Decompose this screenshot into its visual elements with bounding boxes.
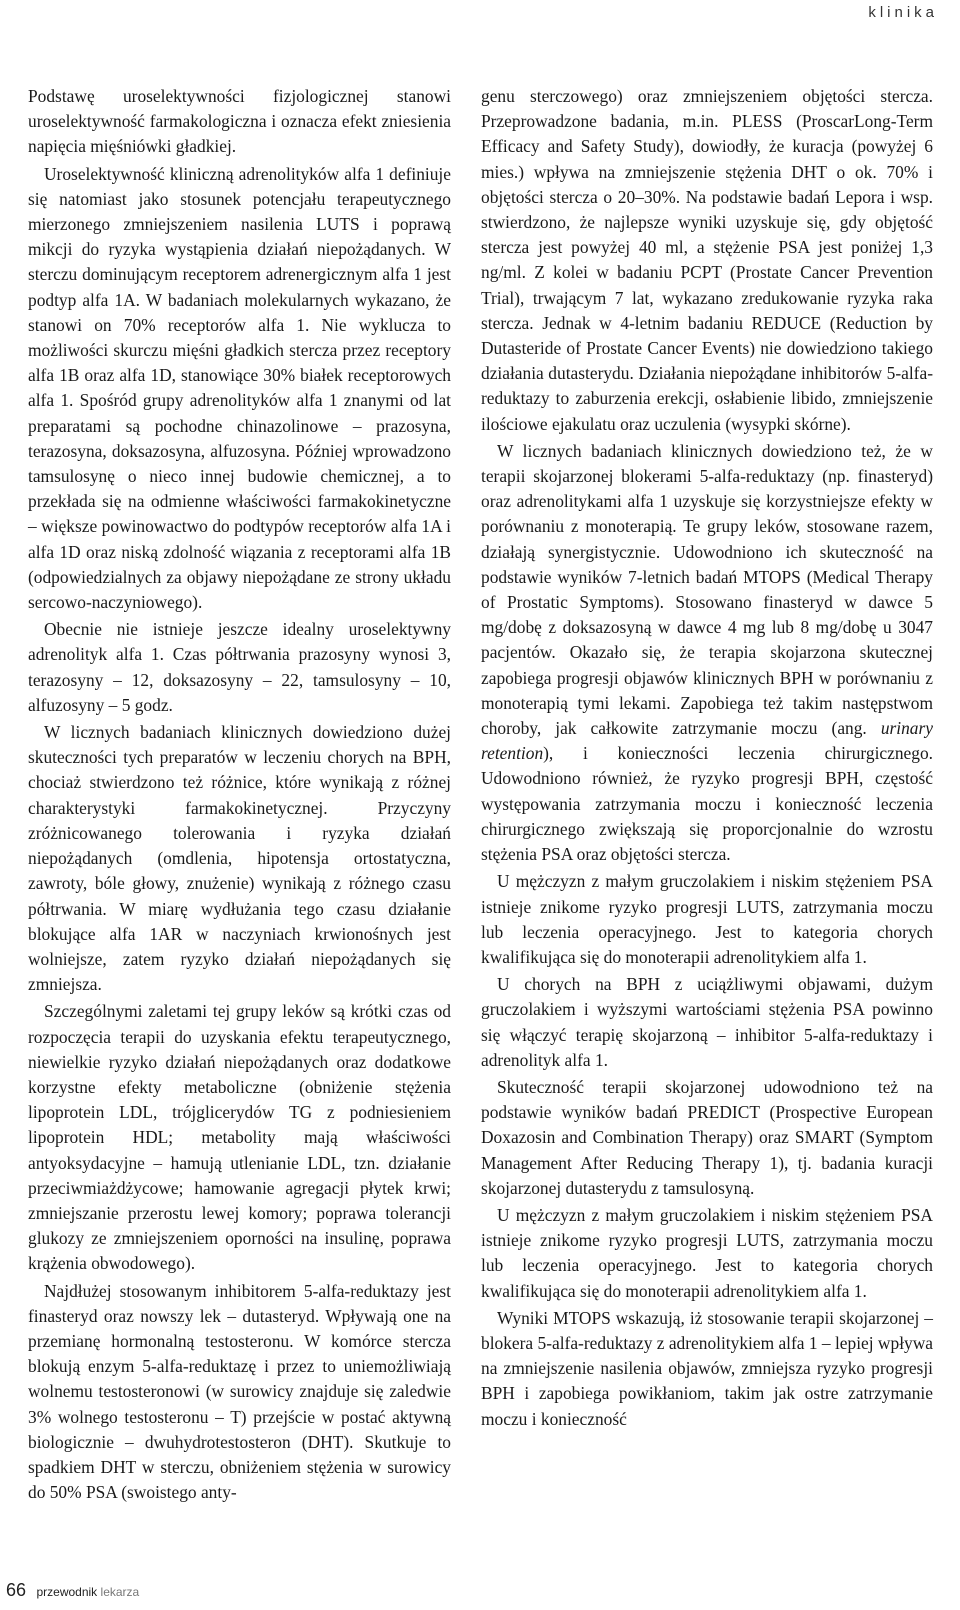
publication-name-light: lekarza: [100, 1585, 140, 1599]
paragraph: Uroselektywność kliniczną adrenolityków alfa 1 definiuje się natomiast jako stosunek potencjału terapeutycznego mierzonego zmniejszeniem nasilenia LUTS i poprawą mikcji do ryzyka wystąpienia działań niepożądanych. W sterczu dominującym receptorem adrenergicznym alfa 1 jest podtyp alfa 1A. W badaniach molekularnych wykazano, że stanowi on 70% receptorów alfa 1. Nie wyklucza to możliwości skurczu mięśni gładkich stercza przez receptory alfa 1B oraz alfa 1D, stanowiące 30% białek receptorowych alfa 1. Spośród grupy adrenolityków alfa 1 znanymi od lat preparatami są pochodne chinazolinowe – prazosyna, terazosyna, doksazosyna, alfuzosyna. Później wprowadzono tamsulosynę o nieco innej budowie chemicznej, a to przekłada się na odmienne właściwości farmakokinetyczne – większe powinowactwo do podtypów receptorów alfa 1A i alfa 1D oraz niską zdolność wiązania z receptorami alfa 1B (odpowiedzialnych za objawy niepożądane ze strony układu sercowo-naczyniowego).: [28, 163, 451, 613]
paragraph: Skuteczność terapii skojarzonej udowodniono też na podstawie wyników badań PREDICT (Prospective European Doxazosin and Combination Therapy) oraz SMART (Symptom Management After Reducing Therapy 1), tj. badania kuracji skojarzonej dutasterydu z tamsulosyną.: [481, 1076, 933, 1198]
italic-term: urinary retention: [481, 718, 933, 764]
paragraph: W licznych badaniach klinicznych dowiedziono dużej skuteczności tych preparatów w leczeniu chorych na BPH, chociaż stwierdzono też różnice, które wynikają z różnej charakterystyki farmakokinetycznej. Przyczyny zróżnicowanego tolerowania i ryzyka działań niepożądanych (omdlenia, hipotensja ortostatyczna, zawroty, bóle głowy, znużenie) wynikają z różnego czasu półtrwania. W miarę wydłużania tego czasu działanie blokujące alfa 1AR w naczyniach krwionośnych jest wolniejsze, zatem ryzyko działań niepożądanych się zmniejsza.: [28, 722, 451, 995]
paragraph: Podstawę uroselektywności fizjologicznej stanowi uroselektywność farmakologiczna i oznacza efekt zniesienia napięcia mięśniówki gładkiej.: [28, 86, 451, 157]
page-number: 66: [6, 1580, 27, 1600]
paragraph: Szczególnymi zaletami tej grupy leków są krótki czas od rozpoczęcia terapii do uzyskania efektu terapeutycznego, niewielkie ryzyko działań niepożądanych oraz dodatkowe korzystne efekty metaboliczne (obniżenie stężenia lipoprotein LDL, trójglicerydów TG z podniesieniem lipoprotein HDL; metabolity mają właściwości antyoksydacyjne – hamują utlenianie LDL, tzn. działanie przeciwmiażdżycowe; hamowanie agregacji płytek krwi; zmniejszanie przerostu lewej komory; poprawa tolerancji glukozy ze zmniejszeniem oporności na insulinę, poprawa krążenia obwodowego).: [28, 1001, 451, 1274]
publication-name: [36, 1585, 139, 1599]
page-header: [0, 0, 960, 30]
paragraph: U mężczyzn z małym gruczolakiem i niskim stężeniem PSA istnieje znikome ryzyko progresji LUTS, zatrzymania moczu lub leczenia operacyjnego. Jest to kategoria chorych kwalifikująca się do monoterapii adrenolitykiem alfa 1.: [481, 871, 933, 967]
paragraph: [481, 439, 933, 867]
paragraph: Obecnie nie istnieje jeszcze idealny uroselektywny adrenolityk alfa 1. Czas półtrwania prazosyny wynosi 3, terazosyny – 12, doksazosyny – 22, tamsulosyny – 10, alfuzosyny – 5 godz.: [28, 619, 451, 715]
right-column: [481, 84, 933, 1432]
left-column: [28, 84, 451, 1505]
page-footer: [6, 1580, 139, 1606]
paragraph-text: ), i konieczności leczenia chirurgicznego. Udowodniono również, że ryzyko progresji BPH, częstość występowania zatrzymania moczu i konieczność leczenia chirurgicznego zwiększają się proporcjonalnie do wzrostu stężenia PSA oraz objętości stercza.: [481, 743, 933, 865]
paragraph: Najdłużej stosowanym inhibitorem 5-alfa-reduktazy jest finasteryd oraz nowszy lek – dutasteryd. Wpływają one na przemianę hormonalną testosteronu. W komórce stercza blokują enzym 5-alfa-reduktazę i przez to uniemożliwiają wolnemu testosteronowi (w surowicy znajduje się zaledwie 3% wolnego testosteronu – T) przejście w postać aktywną biologicznie – dwuhydrotestosteron (DHT). Skutkuje to spadkiem DHT w sterczu, obniżeniem stężenia w surowicy do 50% PSA (swoistego anty-: [28, 1280, 451, 1503]
paragraph: Wyniki MTOPS wskazują, iż stosowanie terapii skojarzonej – blokera 5-alfa-reduktazy z adrenolitykiem alfa 1 – lepiej wpływa na zmniejszenie nasilenia objawów, zmniejsza ryzyko progresji BPH i zapobiega powikłaniom, takim jak ostre zatrzymanie moczu i konieczność: [481, 1307, 933, 1429]
paragraph-text: W licznych badaniach klinicznych dowiedziono też, że w terapii skojarzonej blokerami 5-alfa-reduktazy (np. finasteryd) oraz adrenolitykami alfa 1 uzyskuje się korzystniejsze efekty w porównaniu z monoterapią. Te grupy leków, stosowane razem, działają synergistycznie. Udowodniono ich skuteczność na podstawie wyników 7-letnich badań MTOPS (Medical Therapy of Prostatic Symptoms). Stosowano finasteryd w dawce 5 mg/dobę z doksazosyną w dawce 4 mg lub 8 mg/dobę u 3047 pacjentów. Okazało się, że terapia skojarzona skutecznej zapobiega progresji objawów klinicznych BPH w porównaniu z monoterapią tymi lekami. Zapobiega też takim następstwom choroby, jak całkowite zatrzymanie moczu (ang.: [481, 440, 933, 739]
paragraph: U chorych na BPH z uciążliwymi objawami, dużym gruczolakiem i wyższymi wartościami stężenia PSA powinno się włączyć terapię skojarzoną – inhibitor 5-alfa-reduktazy i adrenolityk alfa 1.: [481, 974, 933, 1070]
section-label: klinika: [868, 4, 938, 21]
paragraph: genu sterczowego) oraz zmniejszeniem objętości stercza. Przeprowadzone badania, m.in. PLESS (ProscarLong-Term Efficacy and Safety Study), dowiodły, że kuracja (powyżej 6 mies.) wpływa na zmniejszenie stężenia DHT o ok. 70% i objętości stercza o 20–30%. Na podstawie badań Lepora i wsp. stwierdzono, że najlepsze wyniki uzyskuje się, gdy objętość stercza jest powyżej 40 ml, a stężenie PSA jest poniżej 1,3 ng/ml. Z kolei w badaniu PCPT (Prostate Cancer Prevention Trial), trwającym 7 lat, wykazano zredukowanie ryzyka raka stercza. Jednak w 4-letnim badaniu REDUCE (Reduction by Dutasteride of Prostate Cancer Events) nie dowiedziono takiego działania dutasterydu. Działania niepożądane inhibitorów 5-alfa-reduktazy to zaburzenia erekcji, osłabienie libido, zmniejszenie ilościowe ejakulatu oraz uczulenia (wysypki skórne).: [481, 86, 933, 434]
paragraph: U mężczyzn z małym gruczolakiem i niskim stężeniem PSA istnieje znikome ryzyko progresji LUTS, zatrzymania moczu lub leczenia operacyjnego. Jest to kategoria chorych kwalifikująca się do monoterapii adrenolitykiem alfa 1.: [481, 1204, 933, 1301]
publication-name-main: przewodnik: [36, 1585, 98, 1599]
